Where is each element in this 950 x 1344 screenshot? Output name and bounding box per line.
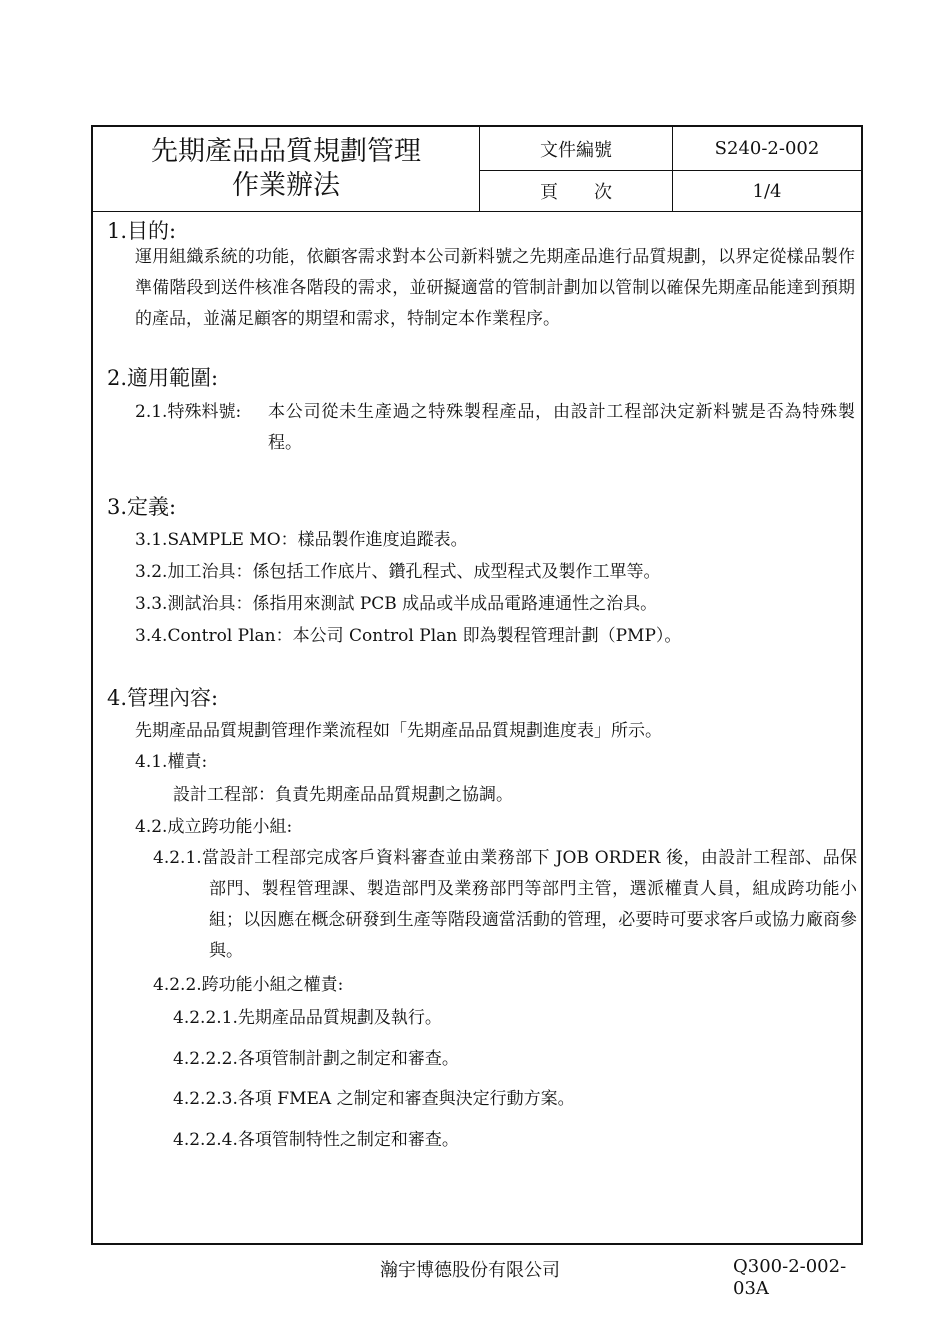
section-4-1-text: 設計工程部：負責先期產品品質規劃之協調。 (173, 785, 513, 805)
definition-3-1: 3.1.SAMPLE MO：樣品製作進度追蹤表。 (135, 530, 468, 550)
section-4-2-1: 4.2.1.當設計工程部完成客戶資料審查並由業務部下 JOB ORDER 後，由設計工程部、品保部門、製程管理課、製造部門及業務部門等部門主管，選派權責人員，組成跨功能小組；以因應在概念研發到生產等階段適當活動的管理，必要時可要求客戶或協力廠商參與。 (153, 848, 857, 961)
page-label: 頁 次 (480, 171, 673, 212)
doc-no-value: S240-2-002 (673, 127, 861, 171)
section-4-2-2-4: 4.2.2.4.各項管制特性之制定和審查。 (173, 1130, 459, 1150)
section-1-title: 1.目的: (107, 219, 177, 243)
section-3-title: 3.定義: (107, 495, 177, 519)
section-1-text: 運用組織系統的功能，依顧客需求對本公司新料號之先期產品進行品質規劃，以界定從樣品製作準備階段到送件核准各階段的需求，並研擬適當的管制計劃加以管制以確保先期產品能達到預期的產品，並滿足顧客的期望和需求，特制定本作業程序。 (135, 247, 855, 329)
section-4-title: 4.管理內容: (107, 686, 219, 710)
definition-3-4: 3.4.Control Plan：本公司 Control Plan 即為製程管理計劃（PMP）。 (135, 626, 682, 646)
definition-3-3: 3.3.測試治具：係指用來測試 PCB 成品或半成品電路連通性之治具。 (135, 594, 658, 614)
section-2-1-label: 2.1.特殊料號: (135, 402, 242, 422)
section-4-2-2-3: 4.2.2.3.各項 FMEA 之制定和審查與決定行動方案。 (173, 1089, 575, 1109)
section-4-intro: 先期產品品質規劃管理作業流程如「先期產品品質規劃進度表」所示。 (135, 721, 662, 741)
section-4-2-2-1: 4.2.2.1.先期產品品質規劃及執行。 (173, 1008, 442, 1028)
title-line-1: 先期產品品質規劃管理 (151, 136, 421, 167)
page-value: 1/4 (673, 171, 861, 212)
definition-3-2: 3.2.加工治具：係包括工作底片、鑽孔程式、成型程式及製作工單等。 (135, 562, 661, 582)
document-title (93, 127, 480, 212)
section-4-2-2: 4.2.2.跨功能小組之權責: (153, 975, 344, 995)
document-frame (91, 125, 863, 1245)
footer-form-code: Q300-2-002-03A (733, 1256, 847, 1299)
section-4-2: 4.2.成立跨功能小組: (135, 817, 293, 837)
section-2-1-text: 本公司從未生產過之特殊製程產品，由設計工程部決定新料號是否為特殊製程。 (268, 402, 855, 453)
section-2-title: 2.適用範圍: (107, 366, 219, 390)
title-line-2: 作業辦法 (232, 170, 340, 201)
section-4-2-2-2: 4.2.2.2.各項管制計劃之制定和審查。 (173, 1049, 459, 1069)
footer-company: 瀚宇博德股份有限公司 (380, 1260, 560, 1281)
doc-no-label: 文件編號 (480, 127, 673, 171)
section-4-1: 4.1.權責: (135, 752, 208, 772)
